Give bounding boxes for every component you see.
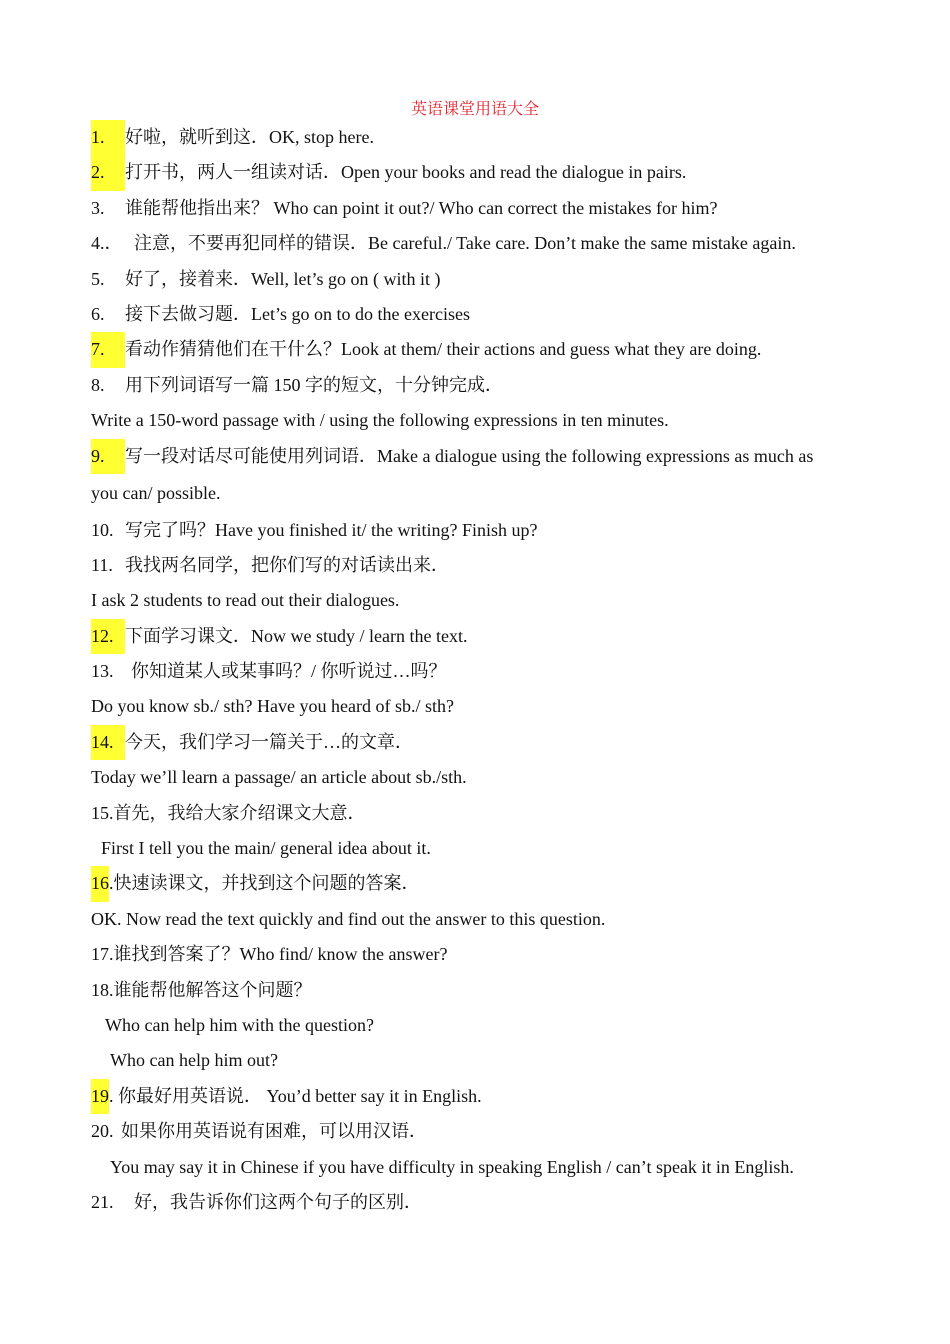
item-text: Write a 150-word passage with / using the following expressions in ten minutes. bbox=[91, 410, 669, 431]
item-text: I ask 2 students to read out their dialogues. bbox=[91, 590, 400, 611]
item-text: 谁找到答案了？Who find/ know the answer? bbox=[113, 944, 448, 965]
item-number: 18. bbox=[91, 979, 114, 1000]
list-item bbox=[91, 332, 881, 367]
item-text: 今天，我们学习一篇关于…的文章． bbox=[125, 731, 413, 752]
item-text: 注意，不要再犯同样的错误．Be careful./ Take care. Don’t make the same mistake again. bbox=[134, 233, 796, 254]
item-number: 1. bbox=[91, 120, 125, 155]
item-text: 看动作猜猜他们在干什么？Look at them/ their actions and guess what they are doing. bbox=[125, 339, 762, 360]
list-item-continuation bbox=[91, 689, 881, 724]
list-item-continuation bbox=[91, 902, 881, 937]
item-number: 17. bbox=[91, 944, 114, 965]
list-item bbox=[91, 439, 881, 476]
item-number: 8. bbox=[91, 374, 105, 395]
item-number: 12. bbox=[91, 619, 125, 654]
item-text: 打开书，两人一组读对话．Open your books and read the dialogue in pairs. bbox=[125, 162, 687, 183]
item-number: 2. bbox=[91, 155, 125, 190]
list-item bbox=[91, 1114, 881, 1149]
item-text: 写一段对话尽可能使用列词语．Make a dialogue using the following expressions as much as bbox=[125, 445, 814, 466]
list-item-continuation bbox=[91, 760, 881, 795]
list-item-continuation bbox=[91, 403, 881, 438]
item-text: Who can help him with the question? bbox=[105, 1014, 374, 1035]
list-item bbox=[91, 548, 881, 583]
list-item-continuation bbox=[91, 831, 881, 866]
list-item-continuation bbox=[91, 1043, 881, 1078]
list-item bbox=[91, 796, 881, 831]
item-number: 13. bbox=[91, 661, 114, 682]
list-item bbox=[91, 1185, 881, 1220]
item-number: 20. bbox=[91, 1121, 114, 1142]
list-item bbox=[91, 120, 881, 155]
list-item bbox=[91, 262, 881, 297]
list-item bbox=[91, 368, 881, 403]
list-item bbox=[91, 937, 881, 972]
item-text: 好了，接着来．Well, let’s go on ( with it ) bbox=[125, 268, 441, 289]
list-item bbox=[91, 619, 881, 654]
item-number: 19 bbox=[91, 1079, 109, 1114]
item-number: 15. bbox=[91, 802, 114, 823]
item-number: 4.． bbox=[91, 233, 123, 254]
list-item-continuation bbox=[91, 476, 881, 513]
list-item-continuation bbox=[91, 1008, 881, 1043]
item-number: 16 bbox=[91, 866, 109, 901]
item-text: 如果你用英语说有困难，可以用汉语． bbox=[121, 1121, 427, 1142]
list-item bbox=[91, 226, 881, 261]
list-item bbox=[91, 513, 881, 548]
list-item bbox=[91, 191, 881, 226]
item-number: 5. bbox=[91, 268, 105, 289]
item-number: 9. bbox=[91, 439, 125, 474]
item-text: 好，我告诉你们这两个句子的区别． bbox=[134, 1191, 422, 1212]
item-text: .快速读课文，并找到这个问题的答案． bbox=[109, 873, 420, 894]
document-title: 英语课堂用语大全 bbox=[410, 101, 539, 118]
item-number: 3. bbox=[91, 197, 105, 218]
item-text: OK. Now read the text quickly and find out the answer to this question. bbox=[91, 908, 606, 929]
item-text: 谁能帮他解答这个问题？ bbox=[113, 979, 312, 1000]
item-text: 你知道某人或某事吗？/ 你听说过…吗？ bbox=[131, 661, 447, 682]
item-text: Who can help him out? bbox=[110, 1050, 278, 1071]
list-item bbox=[91, 654, 881, 689]
list-item bbox=[91, 725, 881, 760]
item-text: 首先，我给大家介绍课文大意． bbox=[113, 802, 366, 823]
item-text: First I tell you the main/ general idea about it. bbox=[101, 838, 431, 859]
list-item-continuation bbox=[91, 583, 881, 618]
item-text: 写完了吗？Have you finished it/ the writing? Finish up? bbox=[125, 519, 538, 540]
item-text: You may say it in Chinese if you have difficulty in speaking English / can’t speak it in English. bbox=[110, 1156, 794, 1177]
item-text: 下面学习课文．Now we study / learn the text. bbox=[125, 625, 468, 646]
item-text: . 你最好用英语说． You’d better say it in English. bbox=[109, 1085, 482, 1106]
item-text: you can/ possible. bbox=[91, 482, 221, 503]
list-item bbox=[91, 866, 881, 901]
item-number: 21. bbox=[91, 1191, 114, 1212]
list-item bbox=[91, 155, 881, 190]
item-number: 6. bbox=[91, 303, 105, 324]
list-item bbox=[91, 1079, 881, 1114]
item-number: 10. bbox=[91, 519, 114, 540]
phrase-list bbox=[91, 120, 881, 1220]
item-number: 7. bbox=[91, 332, 125, 367]
item-text: 谁能帮他指出来？ Who can point it out?/ Who can correct the mistakes for him? bbox=[125, 197, 718, 218]
item-text: 用下列词语写一篇 150 字的短文，十分钟完成． bbox=[125, 374, 503, 395]
item-text: 接下去做习题．Let’s go on to do the exercises bbox=[125, 303, 470, 324]
item-text: 我找两名同学，把你们写的对话读出来． bbox=[125, 554, 449, 575]
item-text: Do you know sb./ sth? Have you heard of sb./ sth? bbox=[91, 696, 454, 717]
item-text: 好啦，就听到这．OK, stop here. bbox=[125, 127, 374, 147]
list-item bbox=[91, 297, 881, 332]
item-number: 14. bbox=[91, 725, 125, 760]
list-item bbox=[91, 973, 881, 1008]
list-item-continuation bbox=[91, 1150, 881, 1185]
item-number: 11. bbox=[91, 554, 113, 575]
item-text: Today we’ll learn a passage/ an article about sb./sth. bbox=[91, 767, 467, 788]
